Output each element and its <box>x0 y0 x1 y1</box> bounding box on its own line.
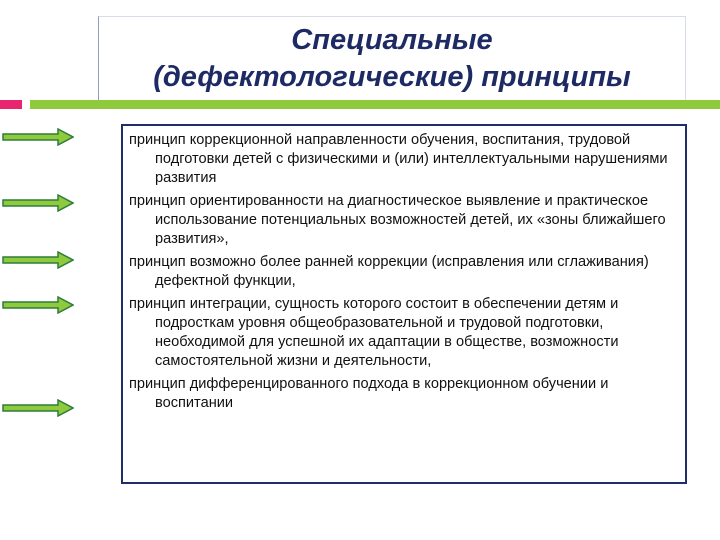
slide-title-line-2: (дефектологические) принципы <box>153 60 631 93</box>
principle-item: принцип дифференцированного подхода в коррекционном обучении и воспитании <box>129 376 609 411</box>
arrow-right-icon <box>2 194 74 212</box>
principle-item: принцип интеграции, сущность которого состоит в обеспечении детям и подросткам уровня общеобразовательной и трудовой подготовки, необходимой для успешной их адаптации в обществе, возможности самостоятельной жизни и деятельности, <box>129 296 619 369</box>
principle-item: принцип ориентированности на диагностическое выявление и практическое использование потенциальных возможностей детей, их «зоны ближайшего развития», <box>129 193 666 247</box>
principle-item: принцип коррекционной направленности обучения, воспитания, трудовой подготовки детей с физическими и (или) интеллектуальными нарушениями развития <box>129 132 668 186</box>
arrow-right-icon <box>2 128 74 146</box>
decorative-stripe-pink <box>0 100 22 109</box>
title-box <box>98 16 686 100</box>
arrow-right-icon <box>2 251 74 269</box>
arrow-right-icon <box>2 296 74 314</box>
slide-title-line-1: Специальные <box>291 23 493 56</box>
decorative-stripe-green <box>30 100 720 109</box>
arrow-right-icon <box>2 399 74 417</box>
principles-box <box>121 124 687 484</box>
principle-item: принцип возможно более ранней коррекции (исправления или сглаживания) дефектной функции, <box>129 254 649 289</box>
